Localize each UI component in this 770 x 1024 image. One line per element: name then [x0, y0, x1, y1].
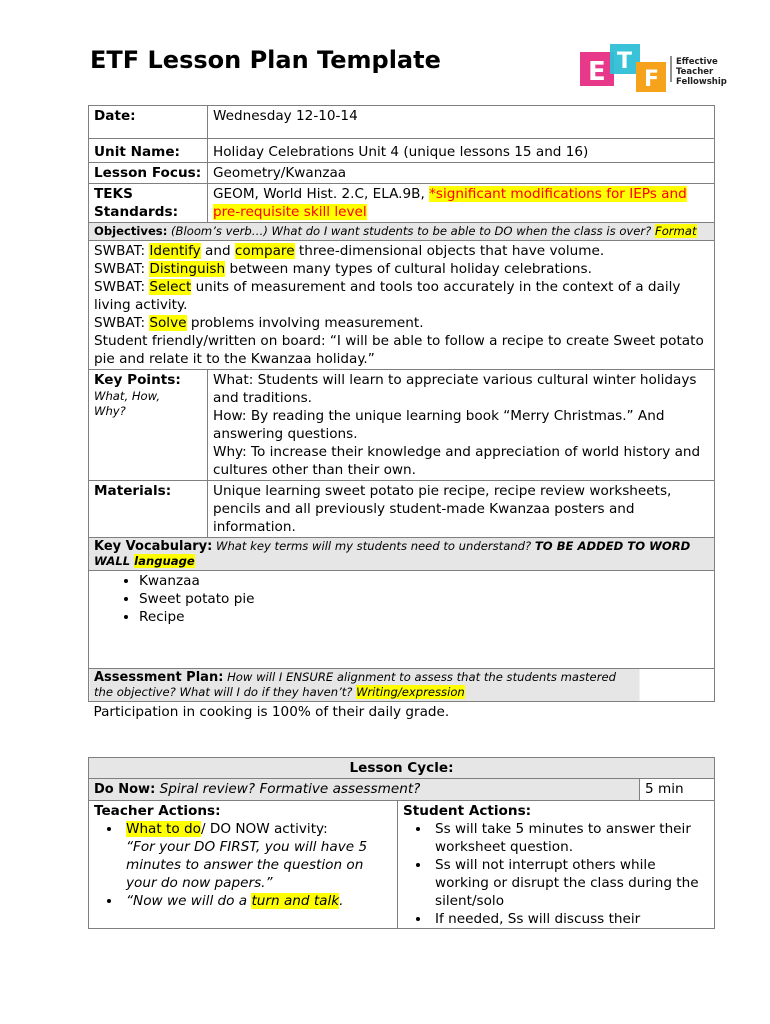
objective-3: SWBAT: Select units of measurement and tools too accurately in the context of a daily living activity.: [94, 279, 681, 313]
teks-text: GEOM, World Hist. 2.C, ELA.9B,: [213, 186, 430, 202]
vocab-language: language: [134, 554, 195, 568]
row-vocab: [89, 571, 715, 669]
row-focus: [89, 163, 715, 184]
do-now-label: Do Now:: [94, 782, 156, 797]
row-cycle-title: [89, 758, 715, 779]
row-date: [89, 106, 715, 139]
teks-label: TEKS Standards:: [89, 184, 208, 223]
date-value: Wednesday 12-10-14: [208, 106, 715, 139]
vocab-prompt: What key terms will my students need to understand?: [212, 539, 535, 553]
row-key-points: [89, 370, 715, 481]
assessment-label: Assessment Plan:: [94, 670, 224, 685]
row-objectives-header: [89, 223, 715, 241]
date-label: Date:: [89, 106, 208, 139]
row-do-now: [89, 779, 715, 801]
teks-value: [208, 184, 715, 223]
materials-value: Unique learning sweet potato pie recipe, recipe review worksheets, pencils and all previously student-made Kwanzaa posters and information.: [208, 481, 715, 538]
logo-line-2: Teacher: [676, 67, 714, 77]
etf-logo: [578, 40, 738, 100]
student-actions-label: Student Actions:: [403, 803, 532, 819]
do-now-header: [89, 779, 640, 801]
student-action: • Ss will take 5 minutes to answer their worksheet question.: [431, 820, 709, 856]
teacher-actions: [89, 801, 398, 928]
objective-verb: compare: [234, 243, 295, 259]
objectives-header: [89, 223, 715, 241]
do-now-time: 5 min: [640, 779, 715, 801]
vocab-item: • Kwanzaa: [139, 572, 709, 590]
teacher-action-1: • What to do/ DO NOW activity: “For your DO FIRST, you will have 5 minutes to answer the question on your do now papers.”: [122, 820, 392, 892]
key-point-why: Why: To increase their knowledge and appreciation of world history and cultures other than their own.: [213, 444, 701, 478]
document-title: ETF Lesson Plan Template: [90, 46, 441, 74]
objective-verb: Identify: [149, 243, 201, 259]
row-materials: [89, 481, 715, 538]
vocab-body: [89, 571, 715, 669]
do-now-prompt: Spiral review? Formative assessment?: [155, 781, 421, 797]
objective-1: SWBAT: Identify and compare three-dimensional objects that have volume.: [94, 243, 605, 259]
focus-label: Lesson Focus:: [89, 163, 208, 184]
vocab-label: Key Vocabulary:: [94, 539, 213, 554]
teks-modifications: *significant modifications for IEPs and pre-requisite skill level: [213, 186, 687, 220]
objectives-format: Format: [655, 224, 697, 238]
row-teks: [89, 184, 715, 223]
vocab-header: [89, 538, 715, 571]
assessment-value: Participation in cooking is 100% of their daily grade.: [89, 702, 715, 723]
vocab-list: [94, 572, 709, 626]
unit-value: Holiday Celebrations Unit 4 (unique lessons 15 and 16): [208, 139, 715, 163]
row-actions: [89, 801, 715, 929]
objective-verb: Select: [149, 279, 192, 295]
objectives-body: [89, 241, 715, 370]
objective-4: SWBAT: Solve problems involving measurement.: [94, 315, 424, 331]
student-actions: [398, 801, 715, 928]
logo-letter-f: F: [644, 67, 660, 92]
lesson-cycle-table: [88, 757, 715, 929]
key-points-label-cell: [89, 370, 208, 481]
focus-value: Geometry/Kwanzaa: [208, 163, 715, 184]
objective-board: Student friendly/written on board: “I will be able to follow a recipe to create Sweet potato pie and relate it to the Kwanzaa holiday.”: [94, 333, 704, 367]
key-points-label: Key Points:: [94, 372, 181, 388]
vocab-item: • Recipe: [139, 608, 709, 626]
key-points-body: [208, 370, 715, 481]
unit-label: Unit Name:: [89, 139, 208, 163]
assessment-header: [89, 669, 715, 702]
row-assessment-header: [89, 669, 715, 702]
objective-verb: Distinguish: [149, 261, 226, 277]
teacher-actions-label: Teacher Actions:: [94, 803, 221, 819]
logo-letter-t: T: [617, 49, 633, 74]
student-action: • Ss will not interrupt others while working or disrupt the class during the silent/solo: [431, 856, 709, 910]
row-unit: [89, 139, 715, 163]
student-action: • If needed, Ss will discuss their: [431, 910, 709, 928]
key-points-sub: What, How, Why?: [94, 389, 161, 418]
materials-label: Materials:: [89, 481, 208, 538]
teacher-action-2: • “Now we will do a turn and talk.: [122, 892, 392, 910]
row-vocab-header: [89, 538, 715, 571]
logo-line-3: Fellowship: [676, 77, 727, 87]
vocab-item: • Sweet potato pie: [139, 590, 709, 608]
objectives-label: Objectives:: [94, 224, 168, 238]
vocab-bold: TO BE ADDED TO WORD WALL: [94, 539, 691, 568]
row-assessment: [89, 702, 715, 723]
assessment-prompt: How will I ENSURE alignment to assess that the students mastered the objective? What will I do if they haven’t?: [94, 670, 616, 699]
objectives-prompt: (Bloom’s verb…) What do I want students to be able to DO when the class is over?: [167, 224, 656, 238]
key-point-how: How: By reading the unique learning book “Merry Christmas.” And answering questions.: [213, 408, 665, 442]
objective-verb: Solve: [149, 315, 187, 331]
lesson-plan-table: [88, 105, 715, 722]
assessment-writing: Writing/expression: [356, 685, 465, 699]
row-objectives: [89, 241, 715, 370]
logo-line-1: Effective: [676, 57, 718, 67]
key-point-what: What: Students will learn to appreciate various cultural winter holidays and traditions.: [213, 372, 697, 406]
objective-2: SWBAT: Distinguish between many types of cultural holiday celebrations.: [94, 261, 592, 277]
lesson-cycle-title: Lesson Cycle:: [89, 758, 715, 779]
logo-letter-e: E: [588, 57, 606, 87]
